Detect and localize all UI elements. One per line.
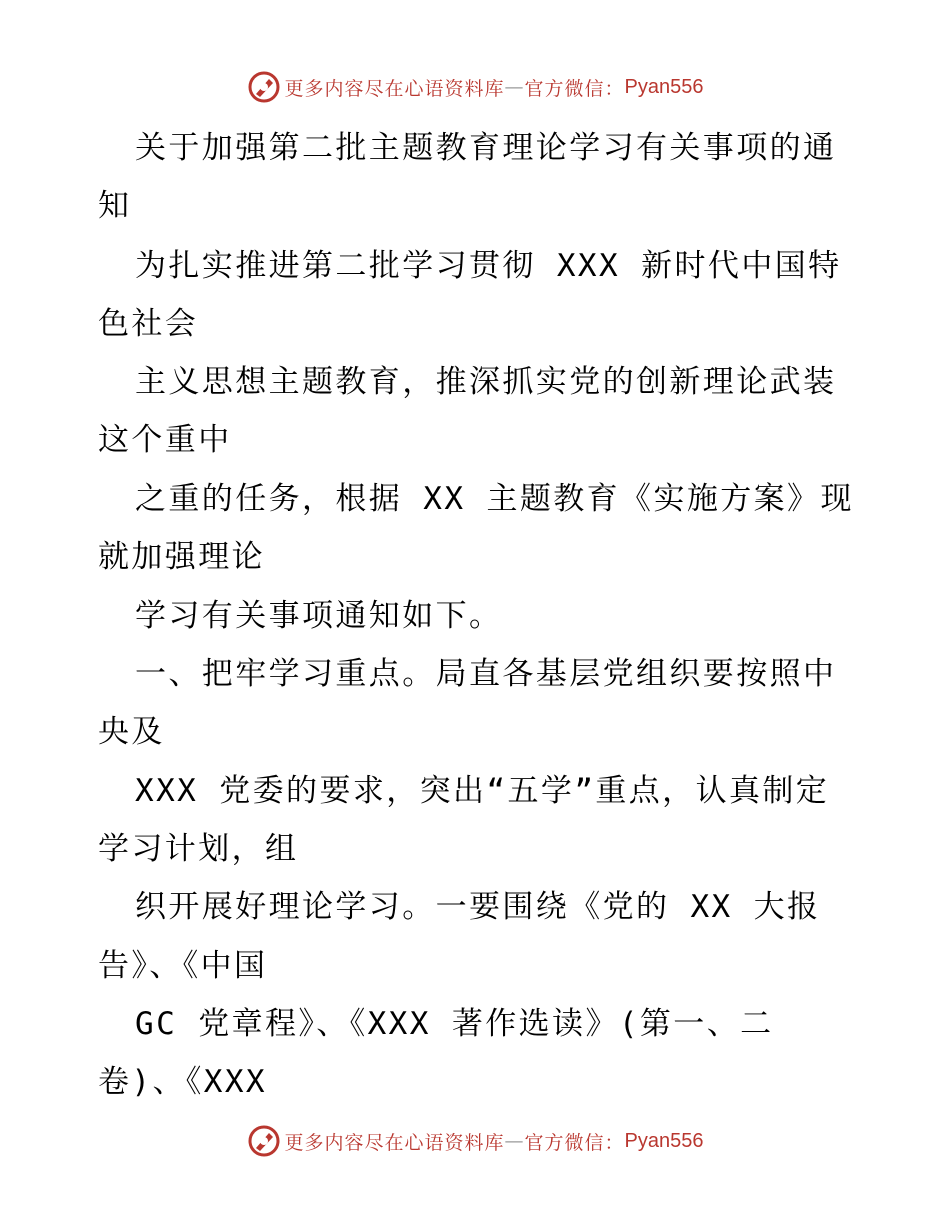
paragraph-line: 为扎实推进第二批学习贯彻 XXX 新时代中国特 (135, 248, 842, 284)
paragraph-line: 色社会 (98, 306, 199, 342)
paragraph-line: 学习有关事项通知如下。 (135, 598, 503, 634)
watermark-dash: — (504, 1130, 525, 1152)
watermark-wechat-label: 官方微信： (524, 77, 625, 100)
doc-title-line-1: 关于加强第二批主题教育理论学习有关事项的通 (135, 130, 837, 166)
watermark-wechat-label: 官方微信： (524, 1131, 625, 1154)
paragraph-line: 一、把牢学习重点。局直各基层党组织要按照中 (135, 656, 837, 692)
watermark-dash: — (504, 76, 525, 98)
paragraph-line: 这个重中 (98, 422, 232, 458)
paragraph-line: 主义思想主题教育，推深抓实党的创新理论武装 (135, 364, 837, 400)
paragraph-line: 卷)、《XXX (98, 1064, 267, 1100)
paragraph-line: 央及 (98, 714, 165, 750)
paragraph-line: 就加强理论 (98, 539, 265, 575)
paragraph-line: 之重的任务，根据 XX 主题教育《实施方案》现 (135, 481, 854, 517)
paragraph-line: GC 党章程》、《XXX 著作选读》(第一、二 (135, 1006, 774, 1042)
watermark-wechat-id: Pyan556 (624, 1129, 704, 1152)
library-logo-icon (247, 1124, 281, 1158)
watermark-site-text: 更多内容尽在心语资料库 (284, 77, 505, 100)
paragraph-line: XXX 党委的要求，突出“五学”重点，认真制定 (135, 773, 830, 809)
paragraph-line: 告》、《中国 (98, 948, 268, 984)
paragraph-line: 学习计划，组 (98, 831, 299, 867)
paragraph-line: 织开展好理论学习。一要围绕《党的 XX 大报 (135, 889, 821, 925)
footer-watermark (0, 1124, 950, 1158)
watermark-wechat-id: Pyan556 (624, 75, 704, 98)
doc-title-line-2: 知 (98, 188, 132, 224)
watermark-site-text: 更多内容尽在心语资料库 (284, 1131, 505, 1154)
